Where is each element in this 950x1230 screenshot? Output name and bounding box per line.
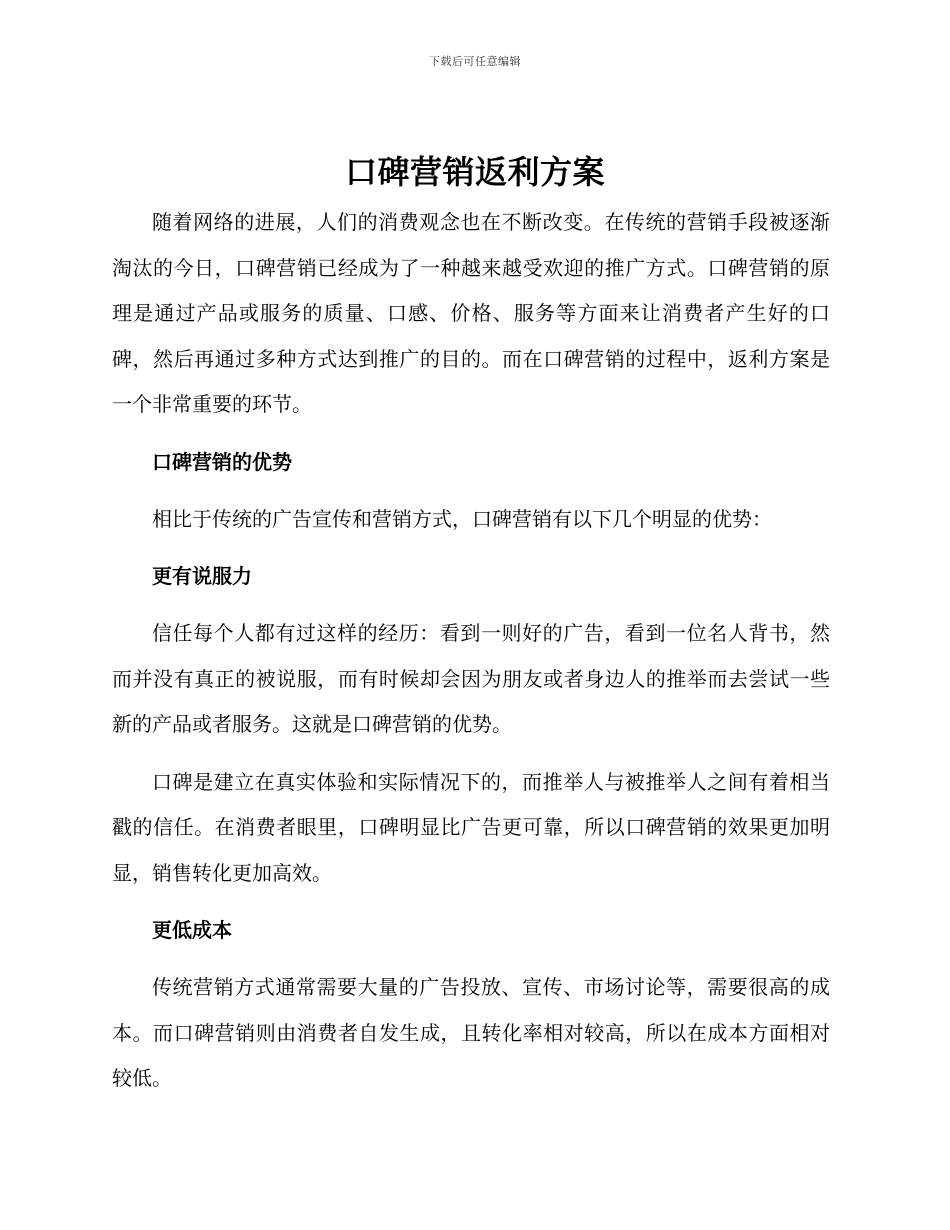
cost-paragraph-1: 传统营销方式通常需要大量的广告投放、宣传、市场讨论等，需要很高的成本。而口碑营销则由消费者自发生成，且转化率相对较高，所以在成本方面相对较低。 [112, 975, 830, 1090]
section-heading-cost: 更低成本 [152, 918, 232, 942]
document-title: 口碑营销返利方案 [344, 153, 605, 191]
section-heading-advantages: 口碑营销的优势 [152, 449, 292, 474]
section-heading-persuasive: 更有说服力 [152, 564, 252, 588]
advantages-intro-paragraph: 相比于传统的广告宣传和营销方式，口碑营销有以下几个明显的优势： [152, 506, 772, 531]
document-body [112, 200, 830, 1102]
intro-paragraph: 随着网络的进展，人们的消费观念也在不断改变。在传统的营销手段被逐渐淘汰的今日，口碑营销已经成为了一种越来越受欢迎的推广方式。口碑营销的原理是通过产品或服务的质量、口感、价格、服务等方面来让消费者产生好的口碑，然后再通过多种方式达到推广的目的。而在口碑营销的过程中，返利方案是一个非常重要的环节。 [112, 210, 830, 416]
persuasive-paragraph-1: 信任每个人都有过这样的经历：看到一则好的广告，看到一位名人背书，然而并没有真正的被说服，而有时候却会因为朋友或者身边人的推举而去尝试一些新的产品或者服务。这就是口碑营销的优势。 [112, 621, 830, 736]
persuasive-paragraph-2: 口碑是建立在真实体验和实际情况下的，而推举人与被推举人之间有着相当戳的信任。在消费者眼里，口碑明显比广告更可靠，所以口碑营销的效果更加明显，销售转化更加高效。 [112, 769, 830, 885]
header-note: 下载后可任意编辑 [429, 55, 521, 68]
